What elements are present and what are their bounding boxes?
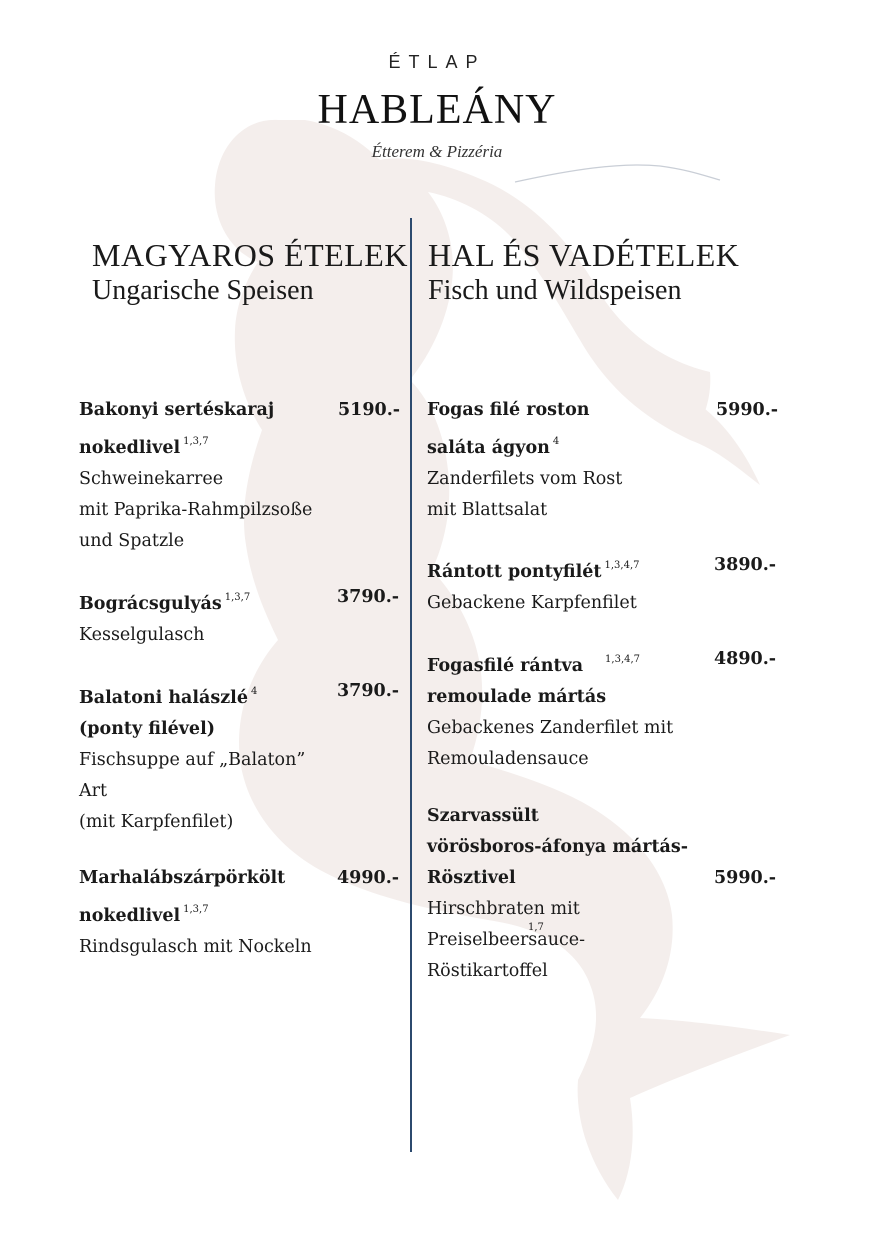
category-subtitle: Ungarische Speisen (92, 275, 314, 306)
allergen-codes: 1,3,7 (183, 436, 209, 447)
item-description: mit Blattsalat (427, 500, 548, 520)
item-description: Schweinekarree (79, 469, 224, 489)
item-name-cont: (ponty filével) (79, 719, 215, 739)
logo-etlap: ÉTLAP (388, 52, 486, 72)
item-name-cont: Rösztivel (427, 868, 516, 888)
item-name: Bakonyi sertéskaraj (79, 400, 275, 420)
item-name: Fogasfilé rántva (427, 656, 584, 676)
item-description: Hirschbraten mit (427, 899, 580, 919)
item-price: 3790.- (337, 587, 400, 607)
item-description: Zanderfilets vom Rost (427, 469, 623, 489)
allergen-codes: 4 (552, 436, 560, 447)
left-category-heading (92, 236, 408, 308)
item-description: Gebackene Karpfenfilet (427, 593, 637, 613)
item-description: (mit Karpfenfilet) (79, 812, 234, 832)
menu-item (427, 395, 747, 526)
category-title: HAL ÉS VADÉTELEK (428, 237, 740, 273)
column-divider (410, 218, 412, 1152)
item-price: 4990.- (337, 868, 400, 888)
item-description: Art (79, 781, 108, 801)
item-price: 4890.- (714, 649, 777, 669)
item-name: Rántott pontyfilét (427, 562, 602, 582)
item-price: 3890.- (714, 555, 777, 575)
item-name-cont: nokedlivel (79, 906, 181, 926)
allergen-codes: 1,3,7 (224, 592, 251, 603)
item-description: mit Paprika-Rahmpilzsoße (79, 500, 313, 520)
menu-item (427, 550, 747, 619)
allergen-codes: 1,7 (528, 922, 544, 933)
item-description: Kesselgulasch (79, 625, 205, 645)
item-price: 5990.- (714, 868, 777, 888)
item-price: 5990.- (716, 400, 779, 420)
allergen-codes: 4 (250, 686, 258, 697)
item-description: und Spatzle (79, 531, 185, 551)
right-category-heading (428, 236, 739, 308)
restaurant-name: HABLEÁNY (317, 87, 557, 133)
item-description: Fischsuppe auf „Balaton” (79, 750, 306, 770)
item-name: Balatoni halászlé (79, 688, 248, 708)
item-name-cont: remoulade mártás (427, 687, 607, 707)
item-price: 5190.- (338, 400, 401, 420)
category-title: MAGYAROS ÉTELEK (92, 237, 408, 273)
allergen-codes: 1,3,4,7 (604, 560, 640, 571)
item-description: Preiselbeersauce- (427, 930, 586, 950)
menu-item (427, 801, 747, 987)
item-description: Gebackenes Zanderfilet mit (427, 718, 674, 738)
item-description: Röstikartoffel (427, 961, 548, 981)
restaurant-subtitle: Étterem & Pizzéria (371, 142, 503, 161)
menu-item (427, 644, 747, 775)
item-name: Fogas filé roston (427, 400, 590, 420)
item-description: Remouladensauce (427, 749, 589, 769)
allergen-codes: 1,3,7 (183, 904, 209, 915)
item-name: Bográcsgulyás (79, 594, 222, 614)
category-subtitle: Fisch und Wildspeisen (428, 275, 682, 306)
item-price: 3790.- (337, 681, 400, 701)
item-name-cont: vörösboros-áfonya mártás- (427, 837, 688, 857)
item-description: Rindsgulasch mit Nockeln (79, 937, 312, 957)
item-name-cont: saláta ágyon (427, 438, 550, 458)
allergen-codes: 1,3,4,7 (605, 654, 641, 665)
item-name: Szarvassült (427, 806, 539, 826)
item-name: Marhalábszárpörkölt (79, 868, 286, 888)
item-name-cont: nokedlivel (79, 438, 181, 458)
